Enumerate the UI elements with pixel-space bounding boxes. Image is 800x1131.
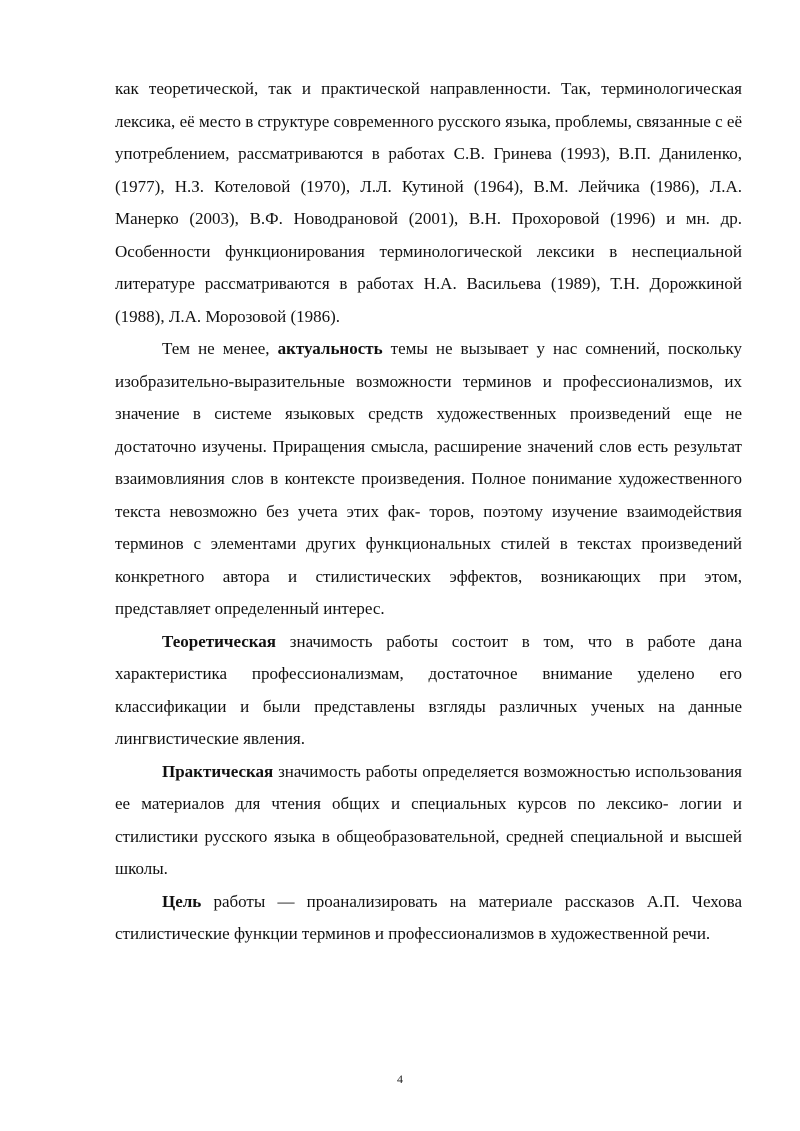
- paragraph-text: как теоретической, так и практической направленности. Так, терминологическая лексика, её место в структуре современного русского языка, проблемы, связанные с её употреблением, рассматриваются в работах С.В. Гринева (1993), В.П. Даниленко, (1977), Н.З. Котеловой (1970), Л.Л. Кутиной (1964), В.М. Лейчика (1986), Л.А. Манерко (2003), В.Ф. Новодрановой (2001), В.Н. Прохоровой (1996) и мн. др. Особенности функционирования терминологической лексики в неспециальной литературе рассматриваются в работах Н.А. Васильева (1989), Т.Н. Дорожкиной (1988), Л.А. Морозовой (1986).: [115, 79, 742, 326]
- paragraph-text: значимость работы определяется возможностью использования ее материалов для чтения общих и специальных курсов по лексико- логии и стилистики русского языка в общеобразовательной, средней специальной и высшей школы.: [115, 761, 742, 878]
- paragraph-practical-significance: [115, 756, 742, 886]
- paragraph-goal: [115, 886, 742, 951]
- paragraph-text: работы — проанализировать на материале рассказов А.П. Чехова стилистические функции терминов и профессионализмов в художественной речи.: [115, 891, 742, 943]
- theoretical-term: Теоретическая: [162, 631, 277, 651]
- document-page: [115, 73, 742, 951]
- paragraph-lead-text: Тем не менее,: [162, 339, 278, 358]
- paragraph-text: значимость работы состоит в том, что в работе дана характеристика профессионализмам, достаточное внимание уделено его классификации и были представлены взгляды различных ученых на данные лингвистические явления.: [115, 631, 742, 748]
- page-number: 4: [397, 1072, 403, 1086]
- paragraph-theoretical-significance: [115, 626, 742, 756]
- relevance-term: актуальность: [277, 339, 383, 358]
- paragraph-text: темы не вызывает у нас сомнений, поскольку изобразительно-выразительные возможности терминов и профессионализмов, их значение в системе языковых средств художественных произведений еще не достаточно изучены. Приращения смысла, расширение значений слов есть результат взаимовлияния слов в контексте произведения. Полное понимание художественного текста невозможно без учета этих фак- торов, поэтому изучение взаимодействия терминов с элементами других функциональных стилей в текстах произведений конкретного автора и стилистических эффектов, возникающих при этом, представляет определенный интерес.: [115, 339, 742, 618]
- paragraph-relevance: [115, 333, 742, 626]
- paragraph-literature-review: [115, 73, 742, 333]
- practical-term: Практическая: [162, 761, 274, 781]
- goal-term: Цель: [162, 891, 202, 911]
